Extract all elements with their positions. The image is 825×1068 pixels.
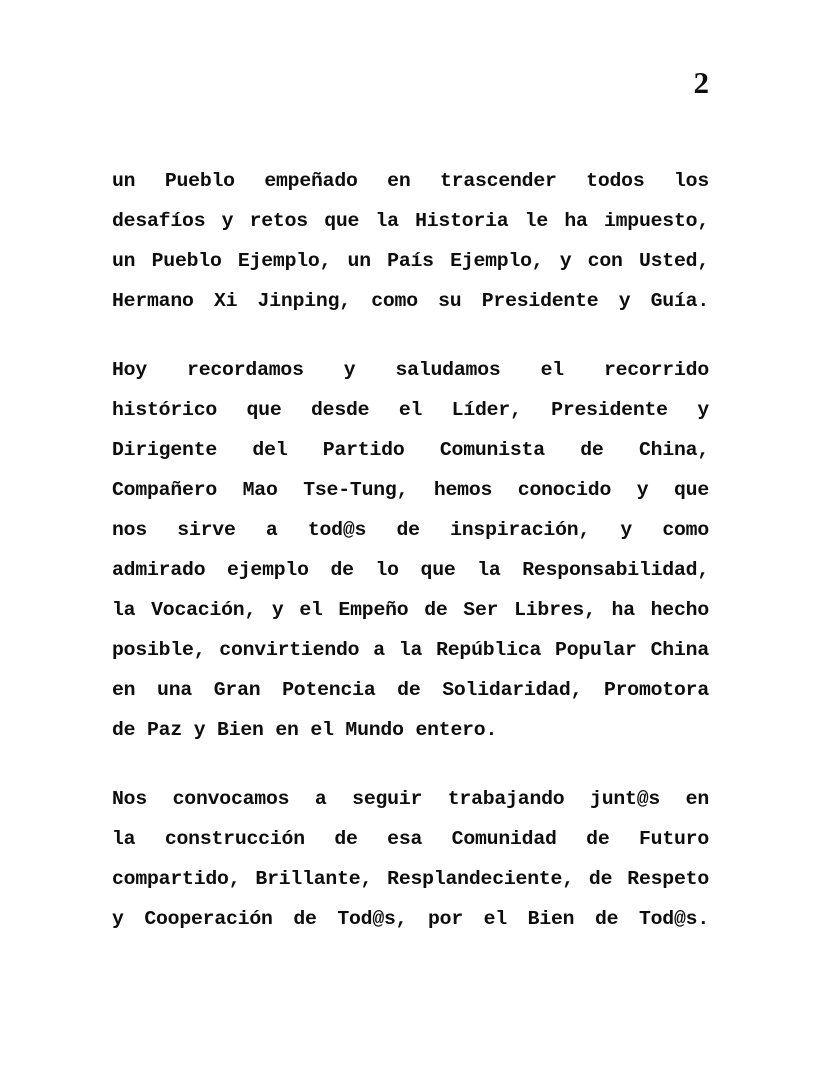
text-line: la construcción de esa Comunidad de Futuro xyxy=(112,828,709,850)
text-line: la Vocación, y el Empeño de Ser Libres, ha hecho xyxy=(112,599,709,621)
text-line: de Paz y Bien en el Mundo entero. xyxy=(112,719,498,741)
text-line: un Pueblo empeñado en trascender todos los xyxy=(112,170,709,192)
text-line: nos sirve a tod@s de inspiración, y como xyxy=(112,519,709,541)
text-line: posible, convirtiendo a la República Popular China xyxy=(112,639,709,661)
text-line: Nos convocamos a seguir trabajando junt@s en xyxy=(112,788,709,810)
text-line: admirado ejemplo de lo que la Responsabilidad, xyxy=(112,559,709,581)
text-line: Hermano Xi Jinping, como su Presidente y Guía. xyxy=(112,290,709,312)
text-line: Compañero Mao Tse-Tung, hemos conocido y que xyxy=(112,479,709,501)
paragraph-1 xyxy=(112,161,709,321)
paragraph-2 xyxy=(112,350,709,750)
page-number: 2 xyxy=(693,65,709,100)
text-line: desafíos y retos que la Historia le ha impuesto, xyxy=(112,210,709,232)
text-line: en una Gran Potencia de Solidaridad, Promotora xyxy=(112,679,709,701)
text-line: Hoy recordamos y saludamos el recorrido xyxy=(112,359,709,381)
document-body xyxy=(112,161,709,968)
text-line: compartido, Brillante, Resplandeciente, de Respeto xyxy=(112,868,709,890)
text-line: y Cooperación de Tod@s, por el Bien de Tod@s. xyxy=(112,908,709,930)
paragraph-3 xyxy=(112,779,709,939)
text-line: histórico que desde el Líder, Presidente y xyxy=(112,399,709,421)
text-line: Dirigente del Partido Comunista de China, xyxy=(112,439,709,461)
text-line: un Pueblo Ejemplo, un País Ejemplo, y con Usted, xyxy=(112,250,709,272)
